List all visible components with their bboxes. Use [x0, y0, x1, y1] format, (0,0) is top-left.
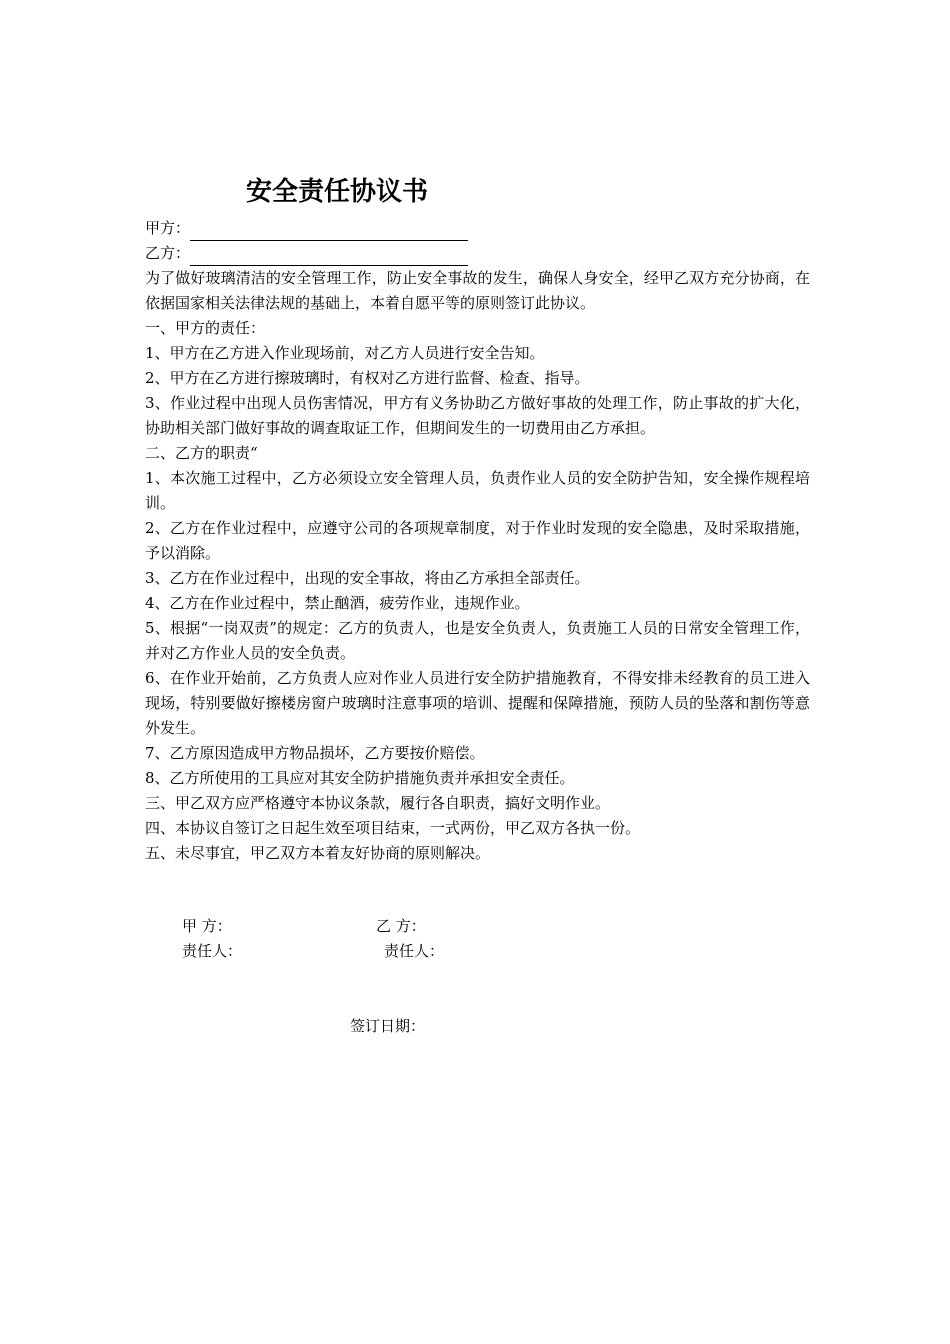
section-heading-party-a: 一、甲方的责任：	[145, 319, 266, 337]
party-a-clause-1: 1、甲方在乙方进入作业现场前，对乙方人员进行安全告知。	[145, 344, 545, 362]
party-a-label: 甲方：	[145, 219, 191, 237]
party-b-blank	[190, 247, 468, 266]
party-a-clause-2: 2、甲方在乙方进行擦玻璃时，有权对乙方进行监督、检查、指导。	[145, 369, 590, 387]
signature-responsible-a: 责任人：	[182, 942, 243, 960]
party-b-clause-3: 3、乙方在作业过程中，出现的安全事故，将由乙方承担全部责任。	[145, 569, 590, 587]
section-heading-party-b: 二、乙方的职责“	[145, 444, 258, 462]
party-a-blank	[190, 222, 468, 241]
party-b-label: 乙方：	[145, 244, 191, 262]
document-body	[145, 216, 810, 866]
section-5: 五、未尽事宜，甲乙双方本着友好协商的原则解决。	[145, 844, 491, 862]
party-b-clause-7: 7、乙方原因造成甲方物品损坏，乙方要按价赔偿。	[145, 744, 485, 762]
party-b-line	[145, 241, 810, 266]
party-b-clause-1: 1、本次施工过程中，乙方必须设立安全管理人员，负责作业人员的安全防护告知，安全操作规程培训。	[145, 469, 810, 512]
party-b-clause-4: 4、乙方在作业过程中，禁止酗酒，疲劳作业，违规作业。	[145, 594, 530, 612]
party-b-clause-2: 2、乙方在作业过程中，应遵守公司的各项规章制度，对于作业时发现的安全隐患，及时采取措施，予以消除。	[145, 519, 810, 562]
section-4: 四、本协议自签订之日起生效至项目结束，一式两份，甲乙双方各执一份。	[145, 819, 641, 837]
party-b-clause-6: 6、在作业开始前，乙方负责人应对作业人员进行安全防护措施教育，不得安排未经教育的员工进入现场，特别要做好擦楼房窗户玻璃时注意事项的培训、提醒和保障措施，预防人员的坠落和割伤等意外发生。	[145, 669, 810, 737]
section-3: 三、甲乙双方应严格遵守本协议条款，履行各自职责，搞好文明作业。	[145, 794, 611, 812]
intro-paragraph: 为了做好玻璃清洁的安全管理工作，防止安全事故的发生，确保人身安全，经甲乙双方充分协商，在依据国家相关法律法规的基础上，本着自愿平等的原则签订此协议。	[145, 269, 810, 312]
document-title: 安全责任协议书	[246, 177, 429, 207]
party-b-clause-5: 5、根据“一岗双责”的规定：乙方的负责人，也是安全负责人，负责施工人员的日常安全管理工作，并对乙方作业人员的安全负责。	[145, 619, 810, 662]
party-b-clause-8: 8、乙方所使用的工具应对其安全防护措施负责并承担安全责任。	[145, 769, 575, 787]
party-a-clause-3: 3、作业过程中出现人员伤害情况，甲方有义务协助乙方做好事故的处理工作，防止事故的扩大化，协助相关部门做好事故的调查取证工作，但期间发生的一切费用由乙方承担。	[145, 394, 810, 437]
signature-party-a: 甲 方：	[182, 917, 232, 935]
party-a-line	[145, 216, 810, 241]
signature-party-b: 乙 方：	[376, 917, 426, 935]
signature-responsible-b: 责任人：	[384, 942, 445, 960]
signing-date-label: 签订日期：	[350, 1017, 426, 1035]
